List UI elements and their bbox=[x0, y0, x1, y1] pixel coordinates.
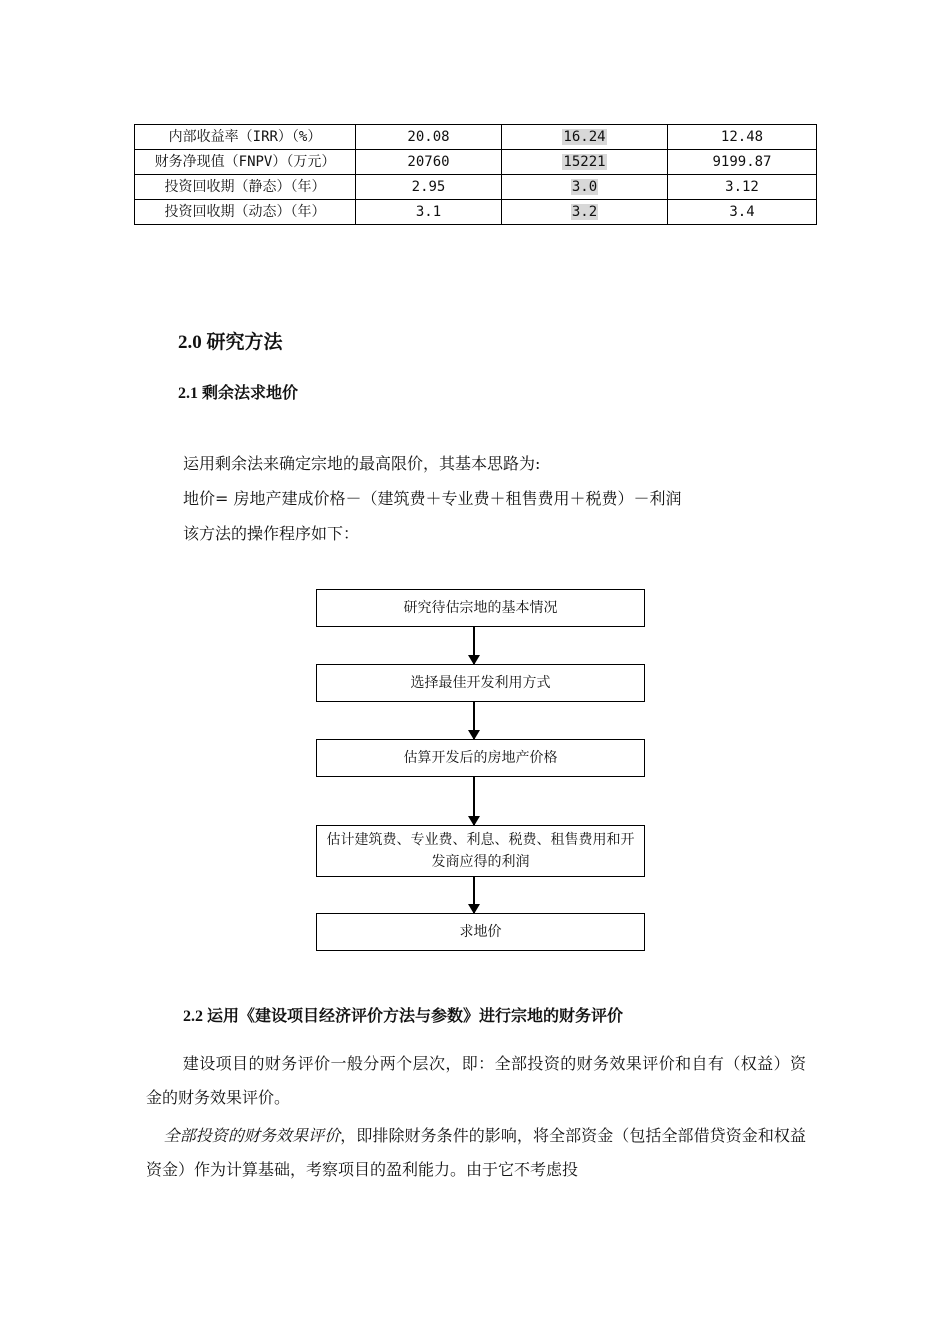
section-heading-2-0: 2.0 研究方法 bbox=[178, 332, 283, 353]
paragraph-body: ，即排除财务条件的影响，将全部资金（包括全部借贷资金和权益资金）作为计算基础，考察项目的盈利能力。由于它不考虑投 bbox=[146, 1126, 806, 1179]
table-row bbox=[135, 175, 817, 200]
procedure-intro: 该方法的操作程序如下： bbox=[183, 524, 360, 543]
land-price-formula: 地价= 房地产建成价格－（建筑费＋专业费＋租售费用＋税费）－利润 bbox=[183, 489, 682, 508]
section-heading-2-1: 2.1 剩余法求地价 bbox=[178, 385, 299, 402]
table-row bbox=[135, 150, 817, 175]
value-cell-highlighted bbox=[502, 125, 668, 150]
value-cell: 3.12 bbox=[668, 175, 817, 200]
flow-arrow bbox=[473, 777, 475, 825]
flow-arrow bbox=[473, 702, 475, 739]
table-row bbox=[135, 125, 817, 150]
paragraph-full-investment bbox=[146, 1119, 806, 1187]
value-cell: 9199.87 bbox=[668, 150, 817, 175]
value-cell: 20760 bbox=[356, 150, 502, 175]
highlighted-value: 15221 bbox=[563, 154, 606, 170]
row-label: 投资回收期（动态）（年） bbox=[135, 200, 356, 225]
financial-indicators-table bbox=[134, 124, 817, 225]
value-cell-highlighted bbox=[502, 175, 668, 200]
flow-step: 求地价 bbox=[316, 913, 645, 951]
value-cell: 12.48 bbox=[668, 125, 817, 150]
value-cell-highlighted bbox=[502, 200, 668, 225]
method-intro: 运用剩余法来确定宗地的最高限价，其基本思路为: bbox=[183, 454, 541, 473]
paragraph-evaluation-levels: 建设项目的财务评价一般分两个层次，即：全部投资的财务效果评价和自有（权益）资金的财务效果评价。 bbox=[146, 1054, 806, 1107]
flow-step: 研究待估宗地的基本情况 bbox=[316, 589, 645, 627]
section-heading-2-2: 2.2 运用《建设项目经济评价方法与参数》进行宗地的财务评价 bbox=[183, 1008, 624, 1025]
flow-arrow bbox=[473, 877, 475, 913]
value-cell: 20.08 bbox=[356, 125, 502, 150]
highlighted-value: 16.24 bbox=[563, 129, 606, 145]
flow-step: 估计建筑费、专业费、利息、税费、租售费用和开发商应得的利润 bbox=[316, 825, 645, 877]
row-label: 内部收益率（IRR）（%） bbox=[135, 125, 356, 150]
value-cell: 3.1 bbox=[356, 200, 502, 225]
table-row bbox=[135, 200, 817, 225]
row-label: 财务净现值（FNPV）（万元） bbox=[135, 150, 356, 175]
value-cell-highlighted bbox=[502, 150, 668, 175]
value-cell: 2.95 bbox=[356, 175, 502, 200]
value-cell: 3.4 bbox=[668, 200, 817, 225]
highlighted-value: 3.0 bbox=[571, 179, 598, 195]
row-label: 投资回收期（静态）（年） bbox=[135, 175, 356, 200]
highlighted-value: 3.2 bbox=[571, 204, 598, 220]
flow-step: 选择最佳开发利用方式 bbox=[316, 664, 645, 702]
flow-arrow bbox=[473, 627, 475, 664]
flow-step: 估算开发后的房地产价格 bbox=[316, 739, 645, 777]
italic-term: 全部投资的财务效果评价 bbox=[163, 1126, 341, 1145]
